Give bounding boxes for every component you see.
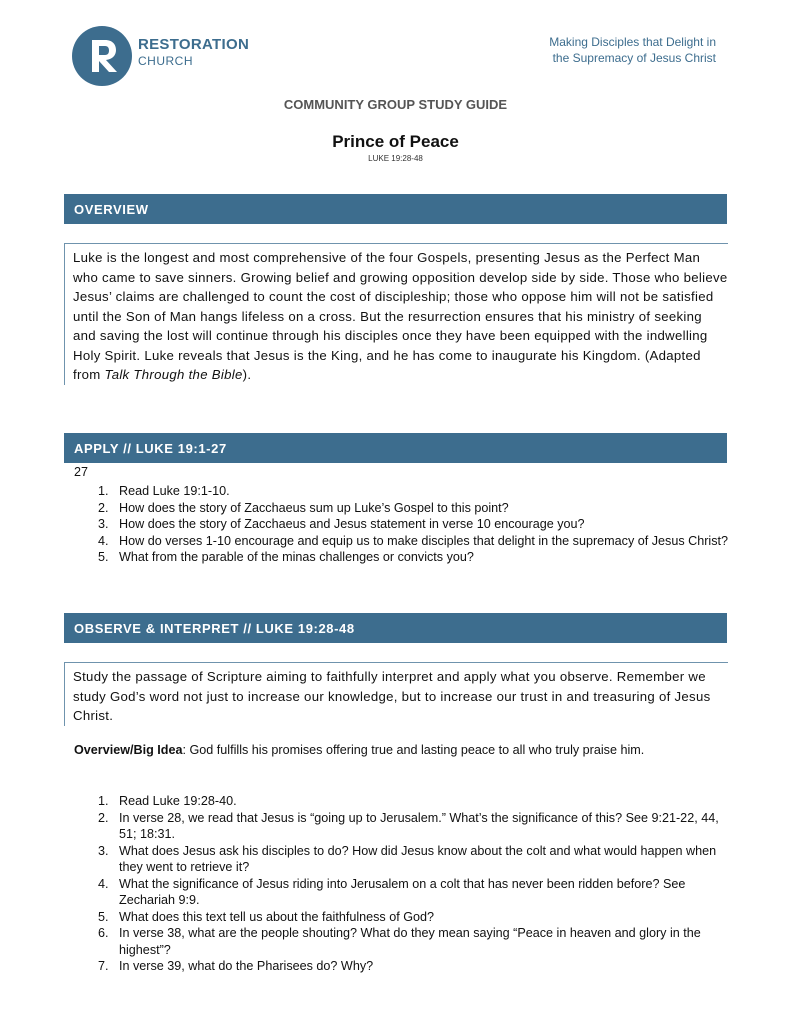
big-idea bbox=[74, 742, 724, 759]
observe-intro-paragraph: Study the passage of Scripture aiming to faithfully interpret and apply what you observe. Remember we study God’s word not just to increase our knowledge, but to increase our trust in and treasuring of Jesus Christ. bbox=[64, 662, 728, 726]
logo-line1: RESTORATION bbox=[138, 36, 250, 53]
page-title: Prince of Peace bbox=[332, 132, 459, 151]
list-item: 1. Read Luke 19:28-40. bbox=[98, 794, 237, 808]
list-item: 7. In verse 39, what do the Pharisees do? Why? bbox=[98, 959, 374, 973]
list-item: 1. Read Luke 19:1-10. bbox=[98, 484, 230, 498]
overview-text-end: ). bbox=[242, 367, 252, 382]
list-item: 2. How does the story of Zacchaeus sum up Luke’s Gospel to this point? bbox=[98, 500, 509, 515]
list-item: 6. In verse 38, what are the people shouting? What do they mean saying “Peace in heaven and glory in the highest”? bbox=[98, 926, 701, 957]
list-item: 5. What from the parable of the minas challenges or convicts you? bbox=[98, 550, 474, 564]
observe-heading-bar: OBSERVE & INTERPRET // LUKE 19:28-48 bbox=[64, 613, 727, 643]
tagline bbox=[549, 34, 716, 66]
overview-text: Luke is the longest and most comprehensive of the four Gospels, presenting Jesus as the Perfect Man who came to save sinners. Growing belief and growing opposition develop side by side. Those who believe Jesus’ claims are challenged to count the cost of discipleship; those who oppose him will not be satisfied until the Son of Man hangs lifeless on a cross. But the resurrection ensures that his ministry of seeking and saving the lost will continue through his disciples once they have been equipped with the indwelling Holy Spirit. Luke reveals that Jesus is the King, and he has come to inaugurate his Kingdom. (Adapted from bbox=[73, 250, 728, 382]
stray-text: 27 bbox=[74, 465, 89, 479]
tagline-line2: the Supremacy of Jesus Christ bbox=[552, 51, 716, 65]
list-item: 4. What the significance of Jesus riding into Jerusalem on a colt that has never been ridden before? See Zechariah 9:9. bbox=[98, 876, 686, 907]
overview-book-title: Talk Through the Bible bbox=[104, 367, 243, 382]
apply-question-list bbox=[74, 483, 734, 566]
list-item: 4. How do verses 1-10 encourage and equip us to make disciples that delight in the supremacy of Jesus Christ? bbox=[98, 533, 729, 548]
list-item: 3. What does Jesus ask his disciples to do? How did Jesus know about the colt and what would happen when they went to retrieve it? bbox=[98, 843, 717, 874]
logo-line2: CHURCH bbox=[138, 54, 193, 68]
guide-title: COMMUNITY GROUP STUDY GUIDE bbox=[283, 97, 508, 112]
list-item: 2. In verse 28, we read that Jesus is “going up to Jerusalem.” What’s the significance of this? See 9:21-22, 44, 51; 18:31. bbox=[98, 810, 719, 841]
big-idea-label: Overview/Big Idea bbox=[74, 743, 183, 757]
logo-wordmark bbox=[138, 37, 249, 69]
church-logo-icon bbox=[72, 26, 132, 86]
overview-paragraph bbox=[64, 243, 728, 385]
tagline-line1: Making Disciples that Delight in bbox=[549, 35, 716, 49]
scripture-reference: LUKE 19:28-48 bbox=[368, 154, 423, 163]
observe-question-list bbox=[74, 793, 734, 975]
apply-heading-bar: APPLY // LUKE 19:1-27 bbox=[64, 433, 727, 463]
list-item: 5. What does this text tell us about the faithfulness of God? bbox=[98, 909, 435, 924]
overview-heading-bar: OVERVIEW bbox=[64, 194, 727, 224]
list-item: 3. How does the story of Zacchaeus and Jesus statement in verse 10 encourage you? bbox=[98, 517, 585, 531]
big-idea-text: : God fulfills his promises offering true and lasting peace to all who truly praise him. bbox=[182, 743, 645, 757]
